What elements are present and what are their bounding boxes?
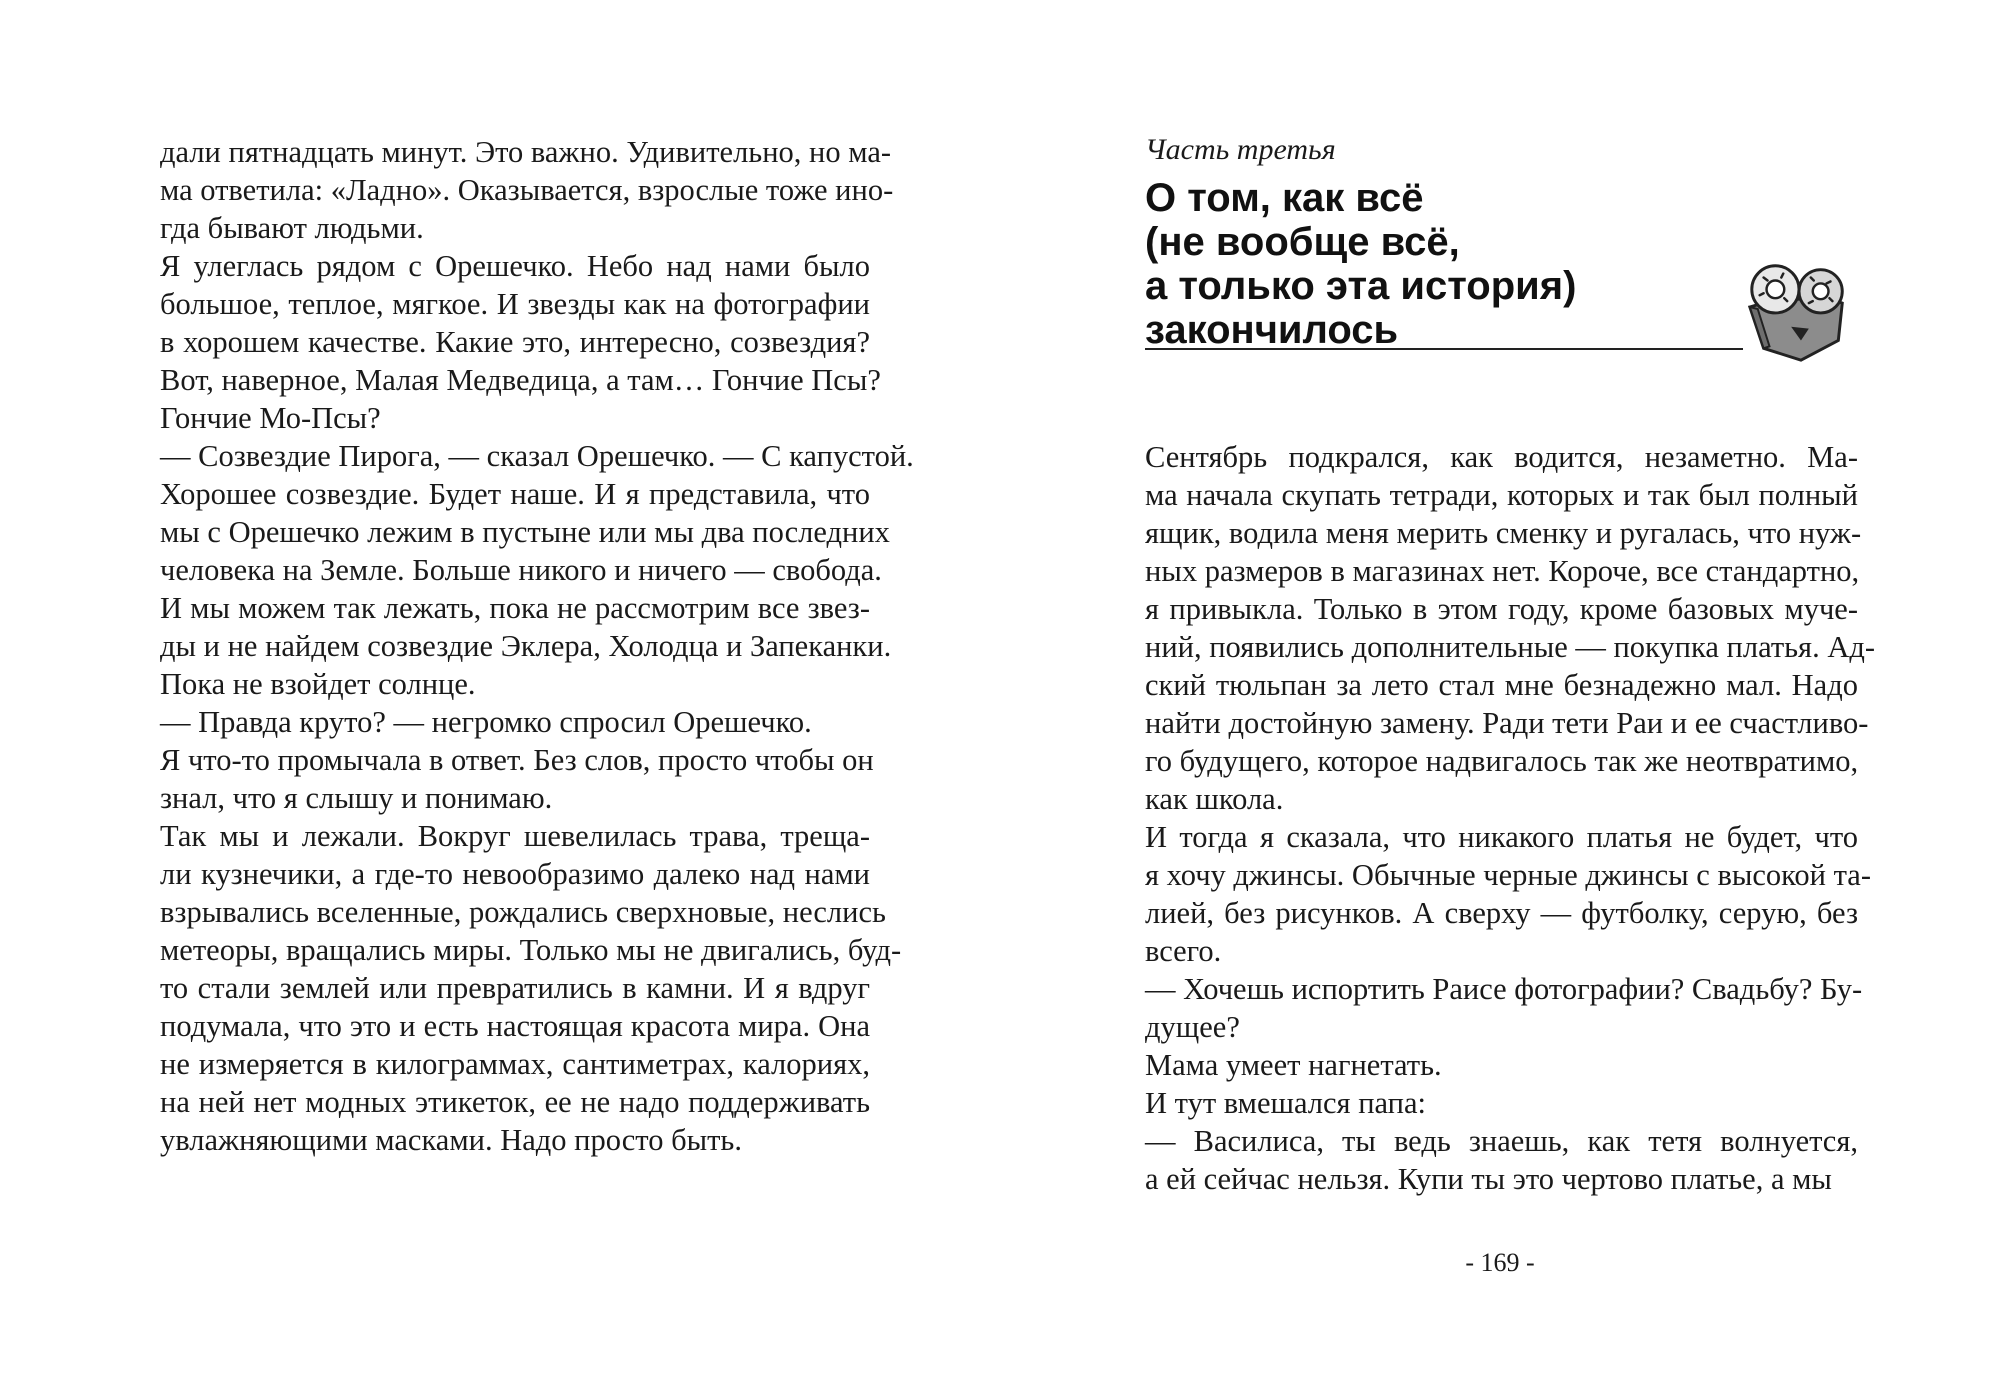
chapter-title-line: (не вообще всё, (1145, 220, 1460, 264)
text-line: И тогда я сказала, что никакого платья не будет, что (1145, 820, 1858, 854)
text-line: ский тюльпан за лето стал мне безнадежно мал. Надо (1145, 668, 1858, 702)
text-line: — Хочешь испортить Раисе фотографии? Свадьбу? Бу- (1145, 972, 1863, 1006)
text-line: И мы можем так лежать, пока не рассмотрим все звез- (160, 591, 870, 625)
page-number: - 169 - (1465, 1248, 1535, 1277)
paragraph (1145, 1046, 1858, 1084)
text-line: Я что-то промычала в ответ. Без слов, просто чтобы он (160, 743, 874, 777)
text-line: Пока не взойдет солнце. (160, 667, 476, 701)
text-line: найти достойную замену. Ради тети Раи и ее счастливо- (1145, 706, 1869, 740)
paragraph (160, 133, 894, 247)
text-line: ний, появились дополнительные — покупка платья. Ад- (1145, 630, 1876, 664)
text-line: ма ответила: «Ладно». Оказывается, взрослые тоже ино- (160, 173, 894, 207)
text-line: не измеряется в килограммах, сантиметрах, калориях, (160, 1047, 870, 1081)
text-line: Хорошее созвездие. Будет наше. И я представила, что (160, 477, 870, 511)
paragraph (1145, 818, 1871, 970)
paragraph (160, 817, 902, 1159)
paragraph (160, 475, 892, 703)
text-line: большое, теплое, мягкое. И звезды как на фотографии (160, 287, 870, 321)
text-line: взрывались вселенные, рождались сверхновые, неслись (160, 895, 886, 929)
text-line: Сентябрь подкрался, как водится, незаметно. Ма- (1145, 440, 1858, 474)
paragraph (160, 437, 914, 475)
text-line: ящик, водила меня мерить сменку и ругалась, что нуж- (1145, 516, 1862, 550)
text-line: Я улеглась рядом с Орешечко. Небо над нами было (160, 249, 870, 283)
text-line: знал, что я слышу и понимаю. (160, 781, 553, 815)
right-page (1000, 0, 2000, 1379)
text-line: дущее? (1145, 1010, 1240, 1044)
text-line: — Созвездие Пирога, — сказал Орешечко. — С капустой. (160, 439, 914, 473)
text-line: я хочу джинсы. Обычные черные джинсы с высокой та- (1145, 858, 1871, 892)
text-line: на ней нет модных этикеток, ее не надо поддерживать (160, 1085, 870, 1119)
paragraph (1145, 438, 1876, 818)
text-line: подумала, что это и есть настоящая красота мира. Она (160, 1009, 870, 1043)
paragraph (160, 741, 874, 817)
text-line: как школа. (1145, 782, 1284, 816)
chapter-title (1145, 176, 1745, 352)
text-line: Так мы и лежали. Вокруг шевелилась трава, треща- (160, 819, 870, 853)
text-line: Гончие Мо-Псы? (160, 401, 381, 435)
left-page-text (160, 133, 914, 1159)
text-line: го будущего, которое надвигалось так же неотвратимо, (1145, 744, 1859, 778)
text-line: Мама умеет нагнетать. (1145, 1048, 1442, 1082)
cake-box-icon (1740, 250, 1858, 368)
paragraph (1145, 1122, 1858, 1198)
text-line: ли кузнечики, а где-то невообразимо далеко над нами (160, 857, 870, 891)
text-line: метеоры, вращались миры. Только мы не двигались, буд- (160, 933, 902, 967)
paragraph (160, 247, 881, 437)
right-page-text (1145, 438, 1876, 1198)
chapter-title-line: закончилось (1145, 308, 1399, 352)
paragraph (160, 703, 870, 741)
text-line: Вот, наверное, Малая Медведица, а там… Гончие Псы? (160, 363, 881, 397)
text-line: И тут вмешался папа: (1145, 1086, 1426, 1120)
paragraph (1145, 970, 1863, 1046)
chapter-title-line: О том, как всё (1145, 176, 1424, 220)
text-line: лией, без рисунков. А сверху — футболку, серую, без (1145, 896, 1858, 930)
chapter-title-line: а только эта история) (1145, 264, 1577, 308)
text-line: ды и не найдем созвездие Эклера, Холодца и Запеканки. (160, 629, 892, 663)
text-line: увлажняющими масками. Надо просто быть. (160, 1123, 742, 1157)
text-line: то стали землей или превратились в камни. И я вдруг (160, 971, 870, 1005)
text-line: всего. (1145, 934, 1222, 968)
text-line: дали пятнадцать минут. Это важно. Удивительно, но ма- (160, 135, 892, 169)
chapter-label: Часть третья (1145, 133, 1336, 166)
text-line: — Василиса, ты ведь знаешь, как тетя волнуется, (1145, 1124, 1858, 1158)
text-line: — Правда круто? — негромко спросил Орешечко. (160, 705, 812, 739)
text-line: мы с Орешечко лежим в пустыне или мы два последних (160, 515, 890, 549)
text-line: человека на Земле. Больше никого и ничего — свобода. (160, 553, 882, 587)
text-line: в хорошем качестве. Какие это, интересно, созвездия? (160, 325, 870, 359)
text-line: ма начала скупать тетради, которых и так был полный (1145, 478, 1858, 512)
text-line: ных размеров в магазинах нет. Короче, все стандартно, (1145, 554, 1860, 588)
text-line: я привыкла. Только в этом году, кроме базовых муче- (1145, 592, 1858, 626)
text-line: гда бывают людьми. (160, 211, 424, 245)
text-line: а ей сейчас нельзя. Купи ты это чертово платье, а мы (1145, 1162, 1832, 1196)
paragraph (1145, 1084, 1858, 1122)
title-underline (1145, 348, 1743, 350)
